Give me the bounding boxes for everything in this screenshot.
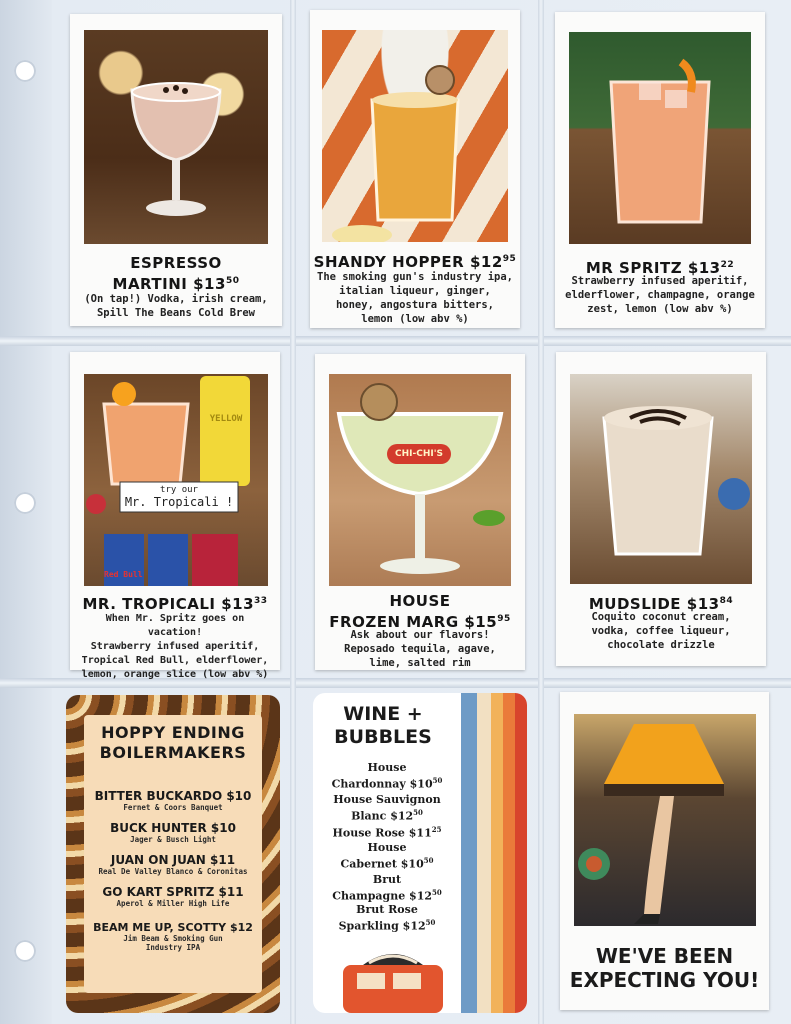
title-line: BUBBLES [334, 726, 432, 748]
binder-hole [14, 60, 36, 82]
cocktail-name [315, 592, 525, 631]
wine-line: Champagne $12 [332, 889, 433, 903]
pocket-divider [538, 0, 544, 1024]
description-line: zest, lemon (low abv %) [587, 303, 733, 315]
boilermakers-card [66, 695, 280, 1013]
retro-stripe [491, 693, 503, 1013]
cocktail-description [76, 292, 276, 320]
cocktail-name-line1: SHANDY HOPPER [313, 253, 465, 271]
binder-hole [14, 492, 36, 514]
title-line: HOPPY ENDING [101, 723, 245, 742]
caption-line: EXPECTING YOU! [569, 968, 760, 992]
cocktail-price: $13 [193, 275, 226, 293]
wine-price-cents: 50 [425, 918, 436, 927]
pocket-divider [290, 0, 296, 1024]
description-line: Strawberry infused aperitif, [90, 641, 260, 652]
wine-line: House [367, 841, 407, 854]
cocktail-name [70, 592, 280, 613]
description-line: Coquito coconut cream, [591, 611, 731, 623]
cocktail-description [76, 612, 274, 682]
sign-line: try our [160, 485, 198, 495]
wine-line: House [367, 761, 407, 774]
boilermaker-desc: Industry IPA [145, 943, 201, 952]
cocktail-price: $13 [687, 259, 721, 277]
wine-line: Chardonnay $10 [331, 777, 433, 791]
pint-glass-icon [322, 30, 508, 242]
boilermaker-desc: Aperol & Miller High Life [116, 899, 230, 908]
wine-price-cents: 25 [431, 825, 442, 834]
wine-line: Brut [372, 873, 402, 886]
cocktail-name-line2: FROZEN MARG [329, 613, 459, 631]
espresso-martini-photo [84, 30, 268, 244]
boilermaker-name: BUCK HUNTER $10 [110, 821, 236, 835]
cocktail-price: $12 [469, 253, 503, 271]
boilermaker-name: BITTER BUCKARDO $10 [94, 789, 252, 803]
description-line: Strawberry infused aperitif, [571, 275, 749, 287]
retro-stripe [515, 693, 527, 1013]
chichis-logo: CHI-CHI'S [387, 444, 451, 464]
title-line: BOILERMAKERS [99, 743, 247, 762]
frozen-marg-photo [329, 374, 511, 586]
cocktail-name-line1: HOUSE [389, 592, 451, 610]
cocktail-price: $13 [686, 595, 720, 613]
menu-card-mr-spritz [555, 12, 765, 328]
description-line: Ask about our flavors! [350, 629, 490, 641]
retro-stripe [461, 693, 477, 1013]
mr-spritz-photo [569, 32, 751, 244]
rocks-glass-icon [569, 32, 751, 244]
binder-hole [14, 940, 36, 962]
shandy-hopper-photo [322, 30, 508, 242]
boilermaker-item [84, 885, 262, 908]
caption-line: WE'VE BEEN [595, 944, 734, 968]
description-line: (On tap!) Vodka, irish cream, [84, 293, 268, 305]
wine-price-cents: 50 [432, 776, 443, 785]
boilermaker-desc: Jager & Busch Light [130, 835, 216, 844]
wine-line: House Sauvignon [333, 793, 441, 806]
cocktail-name-line1: MR SPRITZ [585, 259, 683, 277]
cocktail-description [561, 274, 759, 316]
boilermakers-panel [84, 715, 262, 993]
description-line: Tropical Red Bull, elderflower, [81, 655, 269, 666]
cocktail-price-cents: 84 [719, 596, 734, 606]
mr-tropicali-photo [84, 374, 268, 586]
cocktail-price: $13 [221, 595, 255, 613]
boilermaker-item [84, 853, 262, 876]
tropicali-scene-icon [84, 374, 268, 586]
boilermaker-name: JUAN ON JUAN $11 [110, 853, 236, 867]
cocktail-description [321, 628, 519, 670]
boilermaker-name: GO KART SPRITZ $11 [102, 885, 244, 899]
boilermaker-desc: Fernet & Coors Banquet [123, 803, 223, 812]
margarita-glass-icon [329, 374, 511, 586]
can-label: YELLOW [209, 414, 243, 424]
cocktail-name-line1: ESPRESSO [130, 254, 222, 272]
cocktail-name [310, 250, 520, 271]
cocktail-name-line1: MR. TROPICALI [82, 595, 216, 613]
wine-line: Blanc $12 [351, 809, 414, 823]
wine-item [313, 793, 461, 823]
description-line: chocolate drizzle [607, 639, 715, 651]
retro-stripe [477, 693, 491, 1013]
cocktail-name-line1: MUDSLIDE [588, 595, 682, 613]
description-line: Spill The Beans Cold Brew [96, 307, 256, 319]
sign-line: Mr. Tropicali ! [124, 495, 234, 509]
boilermaker-desc: Real De Valley Blanco & Coronitas [98, 867, 248, 876]
menu-card-mudslide [556, 352, 766, 666]
menu-card-mr-tropicali [70, 352, 280, 680]
menu-card-shandy-hopper [310, 10, 520, 328]
tropicali-sign [120, 484, 238, 508]
leg-lamp-card [560, 692, 769, 1010]
description-line: honey, angostura bitters, [335, 299, 495, 311]
cocktail-name [70, 254, 282, 293]
cocktail-price-cents: 22 [720, 260, 735, 270]
cocktail-price-cents: 50 [225, 276, 240, 286]
description-line: italian liqueur, ginger, [339, 285, 491, 297]
cocktail-price-cents: 95 [497, 614, 511, 624]
cocktail-price-cents: 95 [502, 254, 517, 264]
wine-item [313, 761, 461, 791]
boilermakers-title [84, 723, 262, 763]
menu-card-frozen-marg [315, 354, 525, 670]
boilermaker-item [84, 921, 262, 952]
mudslide-photo [570, 374, 752, 584]
wine-item [313, 903, 461, 933]
cocktail-name-line2: MARTINI [112, 275, 188, 293]
leg-lamp-icon [574, 714, 756, 926]
wine-price-cents: 50 [413, 808, 423, 817]
pocket-divider [0, 336, 791, 346]
description-line: lemon (low abv %) [361, 313, 469, 325]
wine-price-cents: 50 [432, 888, 442, 897]
wine-price-cents: 50 [423, 856, 434, 865]
wine-item [313, 841, 461, 871]
description-line: The smoking gun's industry ipa, [317, 271, 513, 283]
wine-line: Sparkling $12 [338, 919, 426, 933]
description-line: vodka, coffee liqueur, [591, 625, 731, 637]
description-line: elderflower, champagne, orange [565, 289, 755, 301]
boilermaker-item [84, 789, 262, 812]
coupe-glass-icon [84, 30, 268, 244]
description-line: When Mr. Spritz goes on vacation! [105, 613, 245, 638]
retro-stripe [503, 693, 515, 1013]
wine-bubbles-card [313, 693, 527, 1013]
description-line: lemon, orange slice (low abv %) [81, 669, 269, 680]
menu-card-espresso-martini [70, 14, 282, 326]
mudslide-glass-icon [570, 374, 752, 584]
can-label: Red Bull [104, 570, 143, 579]
camper-illustration-icon [333, 943, 453, 1013]
description-line: Reposado tequila, agave, [344, 643, 496, 655]
boilermaker-item [84, 821, 262, 844]
lamp-caption [560, 944, 769, 992]
boilermaker-desc: Jim Beam & Smoking Gun [123, 934, 223, 943]
title-line: WINE + [343, 703, 423, 725]
cocktail-description [562, 610, 760, 652]
boilermaker-name: BEAM ME UP, SCOTTY $12 [93, 921, 253, 934]
wine-item [313, 873, 461, 903]
cocktail-description [316, 270, 514, 326]
wine-title [313, 703, 453, 749]
wine-line: Brut Rose [356, 903, 418, 916]
leg-lamp-photo [574, 714, 756, 926]
cocktail-price: $15 [464, 613, 498, 631]
description-line: lime, salted rim [369, 657, 471, 669]
wine-item [313, 823, 461, 840]
wine-line: Cabernet $10 [340, 857, 424, 871]
wine-line: House Rose $11 [332, 826, 432, 840]
cocktail-price-cents: 33 [254, 596, 268, 606]
